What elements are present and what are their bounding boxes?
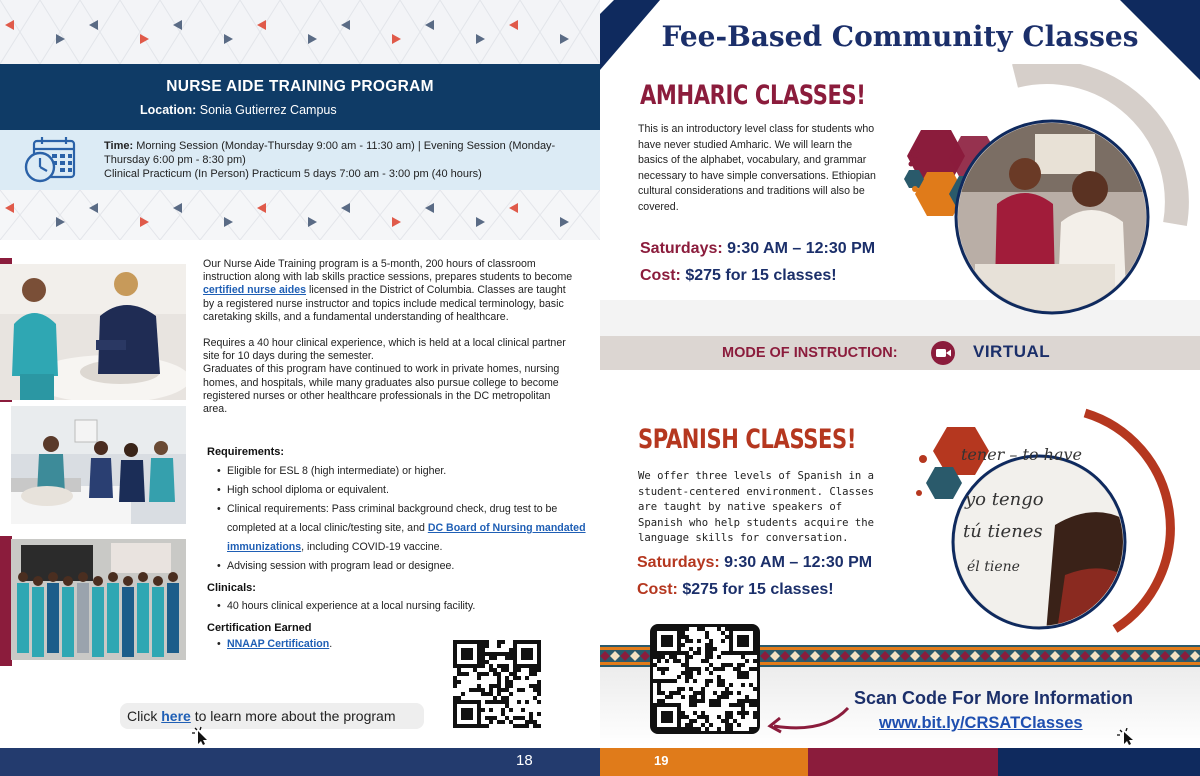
video-camera-icon — [931, 341, 955, 365]
amharic-cost-label: Cost: — [640, 267, 681, 284]
curved-arrow-icon — [764, 704, 850, 738]
program-description — [203, 258, 573, 416]
mode-value: VIRTUAL — [973, 342, 1051, 361]
qr-code-classes[interactable] — [650, 624, 760, 734]
program-header — [0, 64, 600, 130]
page-number: 19 — [654, 753, 669, 768]
program-title: NURSE AIDE TRAINING PROGRAM — [166, 78, 434, 95]
footer-block-orange — [600, 748, 808, 776]
footer-block-maroon — [808, 748, 998, 776]
schedule-text — [104, 139, 564, 181]
spanish-cost-value: $275 for 15 classes! — [682, 581, 834, 598]
requirement-item — [207, 500, 587, 557]
amharic-cost-row — [640, 262, 875, 289]
spanish-description: We offer three levels of Spanish in a student-centered environment. Classes are taught by native speakers of Spanish who help students acquire the language skills for conversation. — [638, 470, 874, 544]
requirement-clinical-text: Clinical requirements: Pass criminal background check, drug test to be completed at a local clinic/testing site, and — [227, 503, 558, 534]
learn-more-link[interactable]: here — [161, 708, 191, 724]
photo-hospital-bed — [11, 406, 186, 524]
requirements-section — [207, 446, 587, 654]
spanish-schedule — [637, 549, 872, 603]
requirements-heading: Requirements: — [207, 446, 285, 458]
click-text-start: Click — [127, 708, 162, 724]
photo-nurse-training — [0, 264, 186, 400]
intro-text-end: licensed in the District of Columbia. Classes are taught by a registered nurse instructor and topics include medical terminology, basic caretaking skills, and a fundamental understanding of healthcare. — [203, 284, 566, 323]
nnaap-certification-link[interactable]: NNAAP Certification — [227, 638, 330, 650]
dc-board-immunizations-link[interactable]: DC Board of Nursing mandated immunizations — [227, 522, 586, 553]
certified-nurse-aides-link[interactable]: certified nurse aides — [203, 284, 307, 297]
time-practicum: Clinical Practicum (In Person) Practicum 5 days 7:00 am - 3:00 pm (40 hours) — [104, 168, 482, 180]
page-number: 18 — [516, 752, 533, 769]
intro-text-start: Our Nurse Aide Training program is a 5-month, 200 hours of classroom instruction along with lab skills practice sessions, prepares students to become — [203, 258, 573, 284]
page-title: Fee-Based Community Classes — [661, 20, 1139, 53]
graduates-paragraph: Graduates of this program have continued to work in private homes, nursing homes, and hospitals, while many graduates also pursue college to become registered nurses or other healthcare professionals in the DC metropolitan area. — [203, 363, 560, 416]
classes-url-link[interactable]: www.bit.ly/CRSATClasses — [879, 714, 1083, 732]
photo-graduates-group — [11, 539, 186, 660]
amharic-title: AMHARIC CLASSES! — [640, 80, 866, 111]
schedule-box — [0, 130, 600, 190]
calendar-clock-icon — [22, 135, 78, 185]
clinical-paragraph: Requires a 40 hour clinical experience, which is held at a local clinical partner site for 10 days during the semester. — [203, 337, 566, 363]
requirement-item: • Eligible for ESL 8 (high intermediate) or higher. — [207, 462, 587, 481]
footer-block-navy — [998, 748, 1200, 776]
time-label: Time: — [104, 140, 134, 152]
certification-period: . — [329, 638, 333, 650]
scan-code-heading: Scan Code For More Information — [854, 688, 1134, 708]
decorative-pattern-top — [0, 0, 600, 64]
whiteboard-line: tú tienes — [963, 521, 1043, 542]
learn-more-pill — [120, 703, 424, 729]
spanish-schedule-label: Saturdays: — [637, 554, 720, 571]
spanish-cost-row — [637, 576, 872, 603]
requirement-clinical-tail: , including COVID-19 vaccine. — [301, 541, 443, 553]
location-label: Location: — [140, 103, 197, 117]
spanish-image-cluster — [905, 405, 1200, 645]
decorative-pattern-middle — [0, 190, 600, 240]
amharic-description: This is an introductory level class for students who have never studied Amharic. We will learn the basics of the alphabet, vocabulary, and grammar necessary to have simple conversations. Ethiopian cultural considerations and traditions will also be covered. — [638, 123, 876, 213]
cursor-click-icon — [190, 726, 214, 746]
clinicals-item: • 40 hours clinical experience at a local nursing facility. — [207, 597, 587, 616]
program-location — [140, 103, 337, 117]
requirement-item: • Advising session with program lead or designee. — [207, 557, 587, 576]
time-sessions: Morning Session (Monday-Thursday 9:00 am - 11:30 am) | Evening Session (Monday-Thursday 6:00 pm - 8:30 pm) — [104, 140, 556, 166]
amharic-time-row — [640, 235, 875, 262]
cursor-click-icon — [1116, 728, 1138, 746]
mode-of-instruction-bar — [600, 336, 1200, 370]
amharic-schedule-label: Saturdays: — [640, 240, 723, 257]
spanish-time-row — [637, 549, 872, 576]
requirements-list — [207, 462, 587, 576]
clinicals-heading: Clinicals: — [207, 582, 256, 594]
amharic-cost-value: $275 for 15 classes! — [685, 267, 837, 284]
clinicals-list — [207, 597, 587, 616]
location-value: Sonia Gutierrez Campus — [199, 103, 337, 117]
whiteboard-line: él tiene — [967, 559, 1020, 575]
certification-heading: Certification Earned — [207, 622, 312, 634]
amharic-image-cluster — [885, 64, 1200, 320]
intro-paragraph — [203, 258, 573, 324]
requirement-item: • High school diploma or equivalent. — [207, 481, 587, 500]
spanish-schedule-value: 9:30 AM – 12:30 PM — [724, 554, 873, 571]
whiteboard-line: tener – to have — [961, 445, 1082, 464]
amharic-schedule-value: 9:30 AM – 12:30 PM — [727, 240, 876, 257]
spanish-title: SPANISH CLASSES! — [638, 424, 857, 455]
footer-bar — [0, 748, 600, 776]
spanish-cost-label: Cost: — [637, 581, 678, 598]
whiteboard-line: yo tengo — [965, 489, 1044, 510]
qr-code-nurse-program[interactable] — [453, 640, 543, 728]
right-page — [600, 0, 1200, 776]
amharic-schedule — [640, 235, 875, 289]
click-text-end: to learn more about the program — [190, 708, 396, 724]
mode-label: MODE OF INSTRUCTION: — [722, 345, 898, 361]
